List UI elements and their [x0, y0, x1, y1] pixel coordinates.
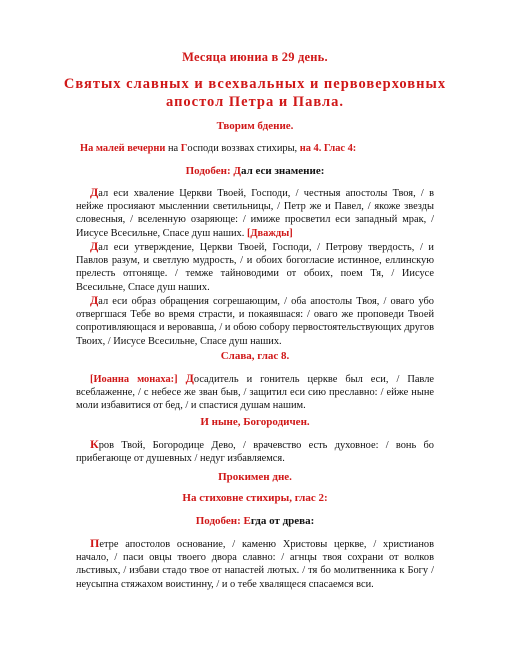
glory-sticheron — [76, 372, 434, 413]
glory-sticheron-text — [76, 372, 434, 413]
podoben-2-label: Подобен: — [195, 515, 244, 527]
sticheron-3 — [76, 294, 434, 348]
podoben-1-rest: ал еси знамение: — [241, 165, 325, 177]
glory-sticheron-author: [Иоанна монаха:] — [90, 374, 178, 385]
sticheron-1-text — [76, 186, 434, 240]
sticheron-3-body: ал еси образ обращения согрешающим, / оба апостолы Твоя, / оваго убо отвергшася Тебе во время страсти, и покаявшася: / оваго же проповеди Твоей сопротивляющася и веровавша, / и обою собору первостоятельствующих другов Твоих, / Иисусе Всесильне, Спасе душ наших. — [76, 296, 434, 347]
podoben-1-block — [76, 165, 434, 177]
podoben-1-label: Подобен: — [185, 165, 234, 177]
small-vespers-mid: на — [168, 143, 181, 154]
prokeimenon-block — [76, 471, 434, 483]
aposticha-heading: На стиховне стихиры, глас 2: — [182, 492, 328, 504]
aposticha-sticheron-body: етре апостолов основание, / каменю Христовы церкве, / христианов начало, / паси овцы твоего двора славно: / агнцы твоя сохрани от волков льстивых, / избави стадо твое от напастей лютых. / тя бо молитвенника к Богу / неусыпна стяжахом воистинну, / и о тебе хвалящеся спасаемся вси. — [76, 539, 434, 590]
sticheron-1-repeat: [Дважды] — [246, 227, 293, 239]
small-vespers-tone: на 4. Глас 4: — [299, 143, 357, 154]
sticheron-3-text — [76, 294, 434, 348]
theotokion — [76, 438, 434, 465]
theotokion-text — [76, 438, 434, 465]
small-vespers-rubric — [76, 142, 434, 155]
glory-block — [76, 350, 434, 362]
now-and-ever-heading: И ныне, Богородичен. — [200, 416, 310, 428]
aposticha-block — [76, 492, 434, 504]
sticheron-2 — [76, 240, 434, 294]
podoben-1-initial: Д — [233, 165, 241, 177]
podoben-2-initial: Е — [243, 515, 251, 527]
theotokion-body: ров Твой, Богородице Дево, / врачевство есть духовное: / вонь бо прибегающе от душевных / недуг избавляемся. — [76, 440, 434, 465]
theotokion-initial: К — [90, 437, 99, 451]
glory-heading: Слава, глас 8. — [220, 350, 290, 362]
sticheron-1-initial: Д — [90, 185, 99, 199]
aposticha-sticheron-initial: П — [90, 536, 100, 550]
glory-sticheron-body: осадитель и гонитель церкве был еси, / Павле всеблаженне, / с небесе же зван быв, / защитил еси сию преславно: / ейже ныне моли избавитися от бед, / и спастися душам нашим. — [76, 374, 434, 412]
now-and-ever-block — [76, 416, 434, 428]
glory-sticheron-initial: Д — [185, 371, 194, 385]
small-vespers-mid2: осподи воззвах стихиры, — [187, 143, 300, 154]
sticheron-1 — [76, 186, 434, 240]
sticheron-2-initial: Д — [90, 239, 99, 253]
feast-title: Святых славных и всехвальных и первоверховных апостол Петра и Павла. — [63, 76, 447, 110]
podoben-2-rest: гда от древа: — [250, 515, 315, 527]
prokeimenon-heading: Прокимен дне. — [218, 471, 292, 483]
podoben-1 — [76, 165, 434, 177]
podoben-2-block — [76, 515, 434, 527]
sticheron-1-body: ал еси хваление Церкви Твоей, Господи, / честныя апостолы Твоя, / в нейже просияают мысленнии светильницы, / Петр же и Павел, / якоже звезды словесныя, / вселенную озаряюще: / имиже просветил еси западный мрак, / Иисусе Всесильне, Спасе душ наших. — [76, 188, 434, 239]
sticheron-3-initial: Д — [90, 293, 99, 307]
vigil-note: Творим бдение. — [216, 120, 294, 132]
aposticha-sticheron-text — [76, 537, 434, 591]
podoben-2 — [76, 515, 434, 527]
sticheron-2-body: ал еси утверждение, Церкви Твоей, Господи, / Петрову твердость, / и Павлов разум, и светлую мудрость, / и обоих богогласие истинное, еллинскую прелесть отгоняще. / темже тайноводими от обоих, поем Тя, / Иисусе Всесильне, Спасе душ наших. — [76, 242, 434, 293]
small-vespers-line — [76, 142, 434, 155]
small-vespers-label: На малей вечерни — [80, 143, 166, 154]
aposticha-sticheron — [76, 537, 434, 591]
month-heading: Месяца июниа в 29 день. — [182, 50, 328, 64]
sticheron-2-text — [76, 240, 434, 294]
small-vespers-initial: Г — [180, 143, 188, 154]
vigil-note-block — [76, 120, 434, 132]
